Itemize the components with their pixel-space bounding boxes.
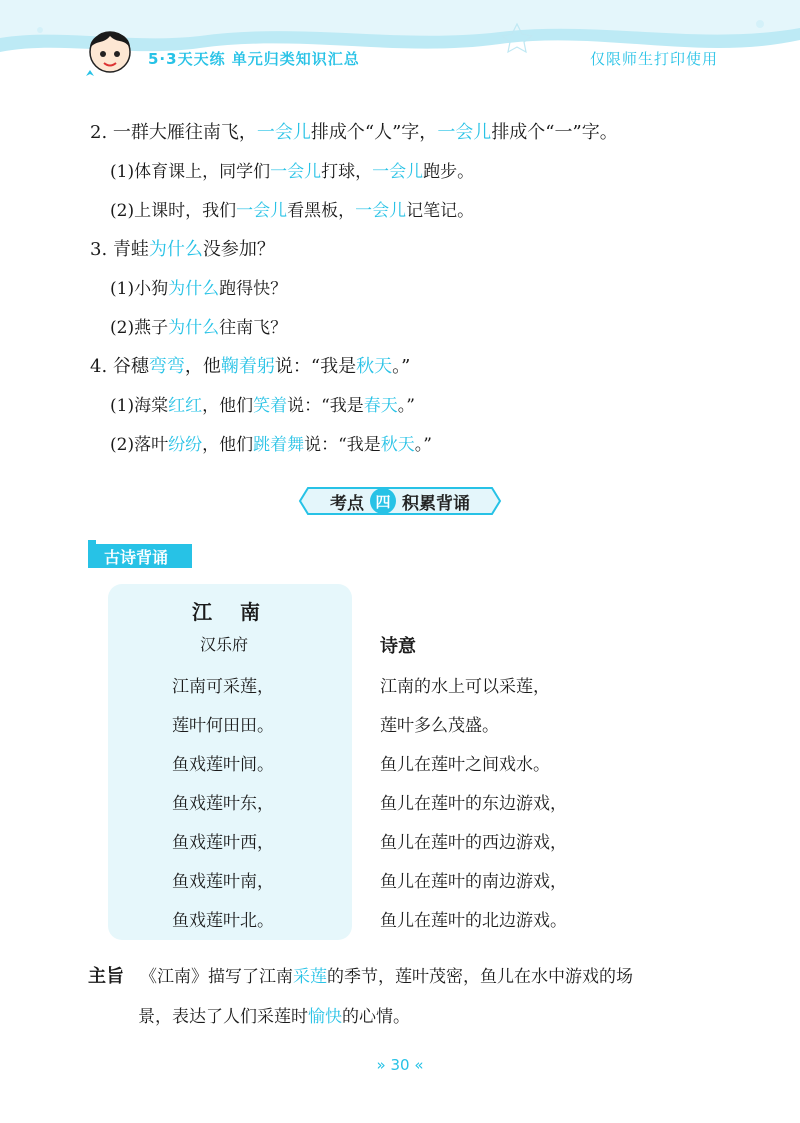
poem-line: 鱼戏莲叶北。 <box>172 911 274 931</box>
theme-line <box>140 962 633 987</box>
poem-line: 鱼戏莲叶西， <box>172 833 274 853</box>
translation-line: 鱼儿在莲叶的南边游戏， <box>380 872 567 892</box>
text-segment: 2. 一群大雁往南飞， <box>90 122 257 143</box>
text-segment: 的季节，莲叶茂密，鱼儿在水中游戏的场 <box>327 967 633 987</box>
poem-line: 莲叶何田田。 <box>172 716 274 736</box>
print-notice: 仅限师生打印使用 <box>589 50 718 68</box>
section-number-badge: 四 <box>370 488 396 514</box>
highlighted-word: 为什么 <box>148 239 203 260</box>
series-title: 5·3天天练 单元归类知识汇总 <box>148 50 360 68</box>
text-segment: 跑步。 <box>423 162 475 182</box>
text-segment: (2)上课时，我们 <box>110 201 237 221</box>
translation-title: 诗意 <box>380 636 416 657</box>
poem-line: 江南可采莲， <box>172 677 274 697</box>
example-sentence <box>110 391 415 416</box>
theme-line <box>138 1002 410 1027</box>
text-segment: ，他们 <box>202 435 254 455</box>
highlighted-word: 为什么 <box>168 318 220 338</box>
text-segment: ，他们 <box>202 396 254 416</box>
text-segment: 。” <box>414 435 432 455</box>
translation-line: 鱼儿在莲叶的东边游戏， <box>380 794 567 814</box>
text-segment: 说：“我是 <box>287 396 364 416</box>
section-title: 积累背诵 <box>402 493 470 514</box>
mascot-boy-icon <box>78 18 142 82</box>
highlighted-word: 一会儿 <box>236 201 288 221</box>
poem-line: 鱼戏莲叶南， <box>172 872 274 892</box>
text-segment: 3. 青蛙 <box>90 239 149 260</box>
text-segment: (1)海棠 <box>110 396 169 416</box>
poem-title: 江南 <box>192 600 288 624</box>
text-segment: 打球， <box>321 162 373 182</box>
text-segment: 的心情。 <box>342 1007 410 1027</box>
highlighted-word: 一会儿 <box>256 122 311 143</box>
text-segment: ，他 <box>184 356 221 377</box>
example-sentence <box>110 430 432 455</box>
text-segment: 4. 谷穗 <box>90 356 149 377</box>
highlighted-word: 为什么 <box>168 279 220 299</box>
translation-line: 鱼儿在莲叶的西边游戏， <box>380 833 567 853</box>
example-sentence <box>110 157 474 182</box>
page-number: 30 <box>390 1056 410 1074</box>
highlighted-word: 愉快 <box>308 1007 342 1027</box>
theme-label: 主旨 <box>88 966 124 987</box>
highlighted-word: 一会儿 <box>355 201 407 221</box>
highlighted-word: 春天 <box>363 396 398 416</box>
left-arrow-ornament-icon: » <box>376 1056 386 1074</box>
text-segment: (1)小狗 <box>110 279 169 299</box>
highlighted-word: 跳着舞 <box>253 435 305 455</box>
highlighted-word: 一会儿 <box>372 162 424 182</box>
section-banner <box>298 484 502 518</box>
text-segment: (1)体育课上，同学们 <box>110 162 271 182</box>
highlighted-word: 鞠着躬 <box>220 356 275 377</box>
page-number-footer <box>0 1056 800 1074</box>
example-sentence <box>110 313 287 338</box>
section-prefix: 考点 <box>330 493 364 514</box>
text-segment: 往南飞？ <box>219 318 288 338</box>
text-segment: 说：“我是 <box>304 435 381 455</box>
translation-line: 莲叶多么茂盛。 <box>380 716 499 736</box>
example-sentence <box>110 274 287 299</box>
highlighted-word: 笑着 <box>253 396 288 416</box>
text-segment: (2)燕子 <box>110 318 169 338</box>
text-segment: 。” <box>392 356 411 377</box>
text-segment: 排成个“人”字， <box>310 122 438 143</box>
poem-author: 汉乐府 <box>200 635 249 654</box>
exercise-sentence <box>90 118 618 144</box>
highlighted-word: 一会儿 <box>270 162 322 182</box>
text-segment: 《江南》描写了江南 <box>140 967 293 987</box>
text-segment: (2)落叶 <box>110 435 169 455</box>
text-segment: 跑得快？ <box>219 279 288 299</box>
highlighted-word: 纷纷 <box>168 435 203 455</box>
example-sentence <box>110 196 474 221</box>
text-segment: 没参加？ <box>202 239 275 260</box>
exercise-sentence <box>90 235 275 261</box>
text-segment: 说：“我是 <box>274 356 357 377</box>
translation-line: 江南的水上可以采莲， <box>380 677 550 697</box>
poem-line: 鱼戏莲叶东， <box>172 794 274 814</box>
translation-line: 鱼儿在莲叶之间戏水。 <box>380 755 550 775</box>
right-arrow-ornament-icon: « <box>414 1056 424 1074</box>
poem-line: 鱼戏莲叶间。 <box>172 755 274 775</box>
translation-line: 鱼儿在莲叶的北边游戏。 <box>380 911 567 931</box>
text-segment: 记笔记。 <box>406 201 475 221</box>
subsection-number-bar <box>88 540 96 568</box>
text-segment: 排成个“一”字。 <box>491 122 618 143</box>
highlighted-word: 秋天 <box>356 356 393 377</box>
highlighted-word: 弯弯 <box>148 356 185 377</box>
highlighted-word: 红红 <box>168 396 203 416</box>
text-segment: 景，表达了人们采莲时 <box>138 1007 308 1027</box>
highlighted-word: 秋天 <box>380 435 415 455</box>
highlighted-word: 采莲 <box>293 967 327 987</box>
text-segment: 。” <box>397 396 415 416</box>
highlighted-word: 一会儿 <box>437 122 492 143</box>
subsection-title: 古诗背诵 <box>96 544 192 568</box>
exercise-sentence <box>90 352 410 378</box>
text-segment: 看黑板， <box>287 201 356 221</box>
